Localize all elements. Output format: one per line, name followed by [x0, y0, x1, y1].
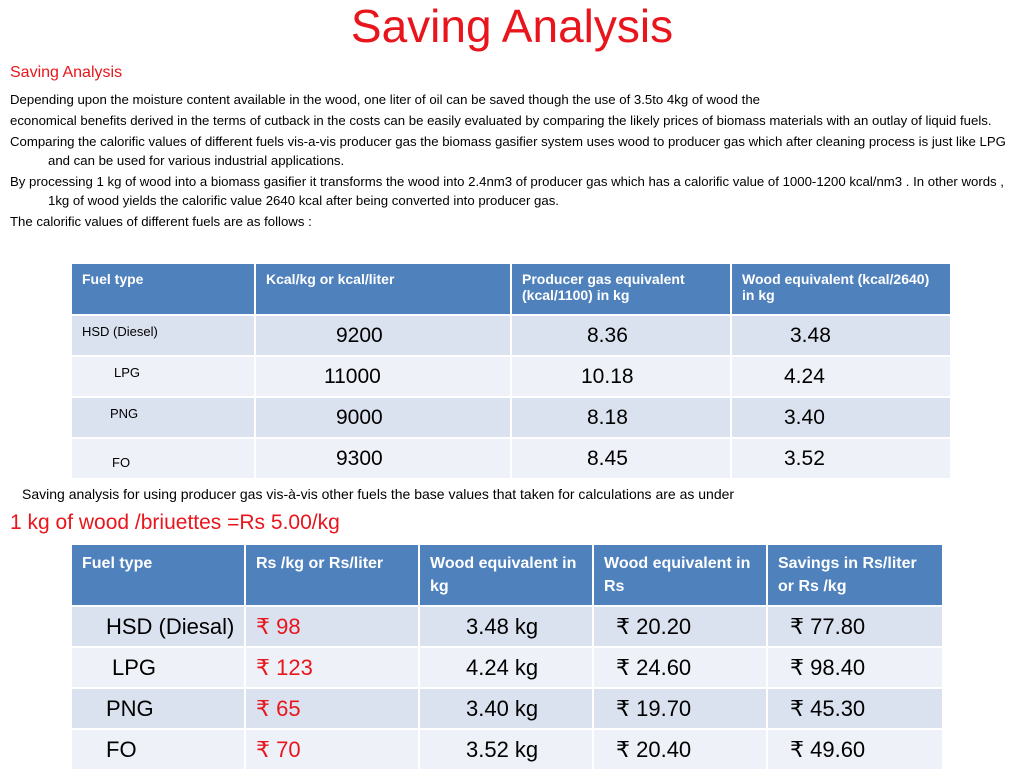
page-title: Saving Analysis — [350, 0, 674, 52]
table-row — [72, 396, 952, 437]
fuel-type-cell: HSD (Diesel) — [72, 314, 256, 355]
table-header-row — [72, 545, 944, 605]
fuel-type-cell: LPG — [72, 646, 246, 687]
column-header: Savings in Rs/liter or Rs /kg — [768, 545, 944, 605]
paragraph: economical benefits derived in the terms of cutback in the costs can be easily evaluated by comparing the likely prices of biomass materials with an outlay of liquid fuels. — [10, 113, 992, 128]
wood-kg-cell: 3.52 kg — [420, 728, 594, 769]
kcal-cell: 11000 — [256, 355, 512, 396]
calorific-values-table — [72, 264, 952, 478]
column-header: Kcal/kg or kcal/liter — [256, 264, 512, 314]
column-header: Producer gas equivalent (kcal/1100) in kg — [512, 264, 732, 314]
producer-gas-cell: 8.45 — [512, 437, 732, 478]
savings-cell: ₹ 98.40 — [768, 646, 944, 687]
fuel-type-cell: HSD (Diesal) — [72, 605, 246, 646]
wood-equivalent-cell: 3.40 — [732, 396, 952, 437]
table-row — [72, 605, 944, 646]
fuel-type-cell: LPG — [72, 355, 256, 396]
fuel-type-cell: FO — [72, 728, 246, 769]
table-row — [72, 437, 952, 478]
paragraph: Comparing the calorific values of different fuels vis-a-vis producer gas the biomass gasifier system uses wood to producer gas which after cleaning process is just like LPG and can be used for various industrial applications. — [10, 134, 1006, 168]
fuel-price-cell: ₹ 98 — [246, 605, 420, 646]
wood-rs-cell: ₹ 19.70 — [594, 687, 768, 728]
paragraph: By processing 1 kg of wood into a biomass gasifier it transforms the wood into 2.4nm3 of producer gas which has a calorific value of 1000-1200 kcal/nm3 . In other words , 1kg of wood yields the calorific value 2640 kcal after being converted into producer gas. — [10, 174, 1004, 208]
paragraph: Depending upon the moisture content available in the wood, one liter of oil can be saved though the use of 3.5to 4kg of wood the — [10, 92, 761, 107]
fuel-price-cell: ₹ 70 — [246, 728, 420, 769]
wood-kg-cell: 4.24 kg — [420, 646, 594, 687]
table-row — [72, 646, 944, 687]
fuel-price-cell: ₹ 65 — [246, 687, 420, 728]
table-row — [72, 687, 944, 728]
fuel-price-cell: ₹ 123 — [246, 646, 420, 687]
wood-rs-cell: ₹ 20.20 — [594, 605, 768, 646]
wood-kg-cell: 3.48 kg — [420, 605, 594, 646]
kcal-cell: 9300 — [256, 437, 512, 478]
wood-rs-cell: ₹ 20.40 — [594, 728, 768, 769]
table-row — [72, 728, 944, 769]
section-subtitle: Saving Analysis — [10, 64, 123, 81]
savings-cell: ₹ 49.60 — [768, 728, 944, 769]
fuel-type-cell: PNG — [72, 687, 246, 728]
column-header: Fuel type — [72, 545, 246, 605]
producer-gas-cell: 8.18 — [512, 396, 732, 437]
producer-gas-cell: 8.36 — [512, 314, 732, 355]
saving-analysis-note: Saving analysis for using producer gas vis-à-vis other fuels the base values that taken for calculations are as under — [22, 486, 735, 502]
savings-cell: ₹ 45.30 — [768, 687, 944, 728]
producer-gas-cell: 10.18 — [512, 355, 732, 396]
table-row — [72, 314, 952, 355]
wood-equivalent-cell: 3.48 — [732, 314, 952, 355]
savings-table — [72, 545, 944, 769]
fuel-type-cell: FO — [72, 437, 256, 478]
column-header: Wood equivalent in Rs — [594, 545, 768, 605]
wood-equivalent-cell: 3.52 — [732, 437, 952, 478]
wood-kg-cell: 3.40 kg — [420, 687, 594, 728]
wood-price-line: 1 kg of wood /briuettes =Rs 5.00/kg — [10, 511, 340, 534]
column-header: Rs /kg or Rs/liter — [246, 545, 420, 605]
paragraph: The calorific values of different fuels are as follows : — [10, 214, 312, 229]
kcal-cell: 9200 — [256, 314, 512, 355]
intro-paragraphs — [10, 90, 1020, 233]
column-header: Fuel type — [72, 264, 256, 314]
column-header: Wood equivalent (kcal/2640) in kg — [732, 264, 952, 314]
wood-equivalent-cell: 4.24 — [732, 355, 952, 396]
kcal-cell: 9000 — [256, 396, 512, 437]
fuel-type-cell: PNG — [72, 396, 256, 437]
table-row — [72, 355, 952, 396]
table-header-row — [72, 264, 952, 314]
wood-rs-cell: ₹ 24.60 — [594, 646, 768, 687]
column-header: Wood equivalent in kg — [420, 545, 594, 605]
savings-cell: ₹ 77.80 — [768, 605, 944, 646]
